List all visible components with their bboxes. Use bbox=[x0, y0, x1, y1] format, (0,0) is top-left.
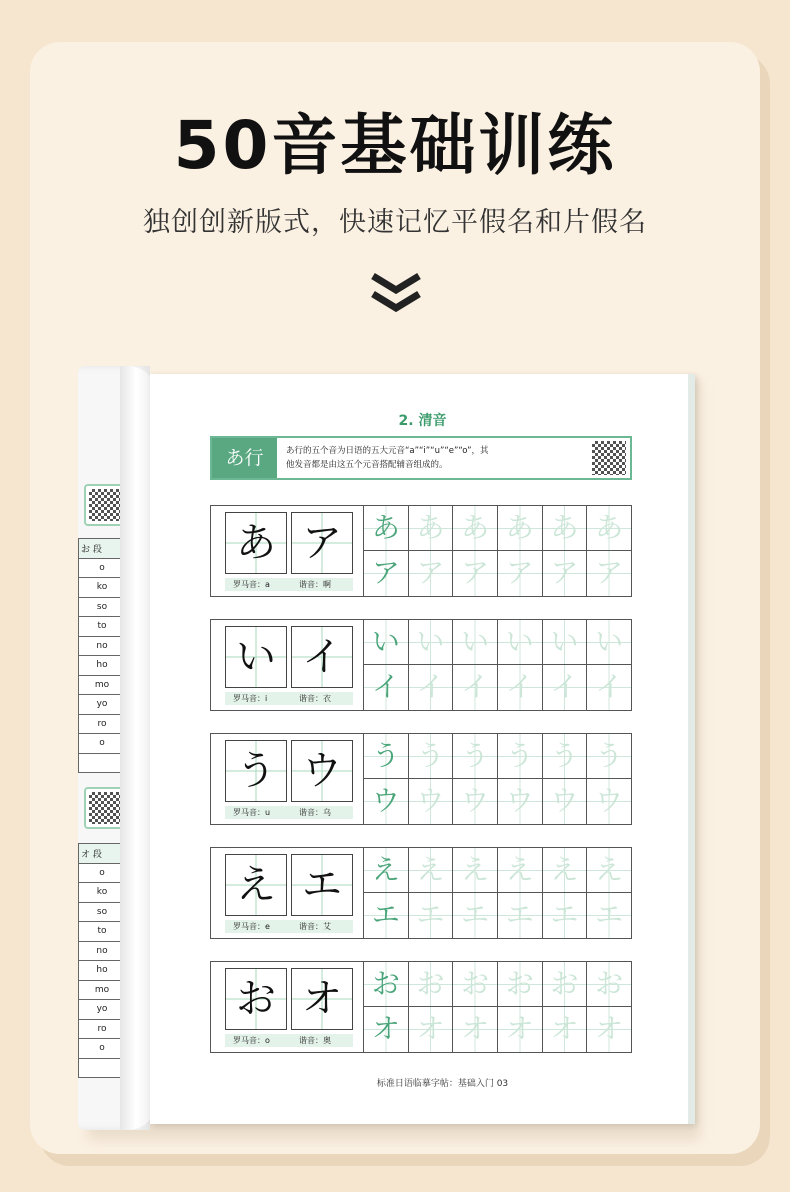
trace-cell: あ bbox=[408, 506, 453, 551]
trace-cell: イ bbox=[586, 665, 631, 710]
qr-code-icon bbox=[592, 441, 626, 475]
trace-cell: え bbox=[497, 848, 542, 893]
table-cell: mo bbox=[79, 980, 126, 1000]
tracing-grid bbox=[363, 734, 631, 824]
trace-cell: う bbox=[497, 734, 542, 779]
trace-cell: ウ bbox=[452, 779, 497, 824]
trace-cell: う bbox=[408, 734, 453, 779]
pronunciation-caption bbox=[225, 578, 353, 591]
grid-divider bbox=[363, 778, 631, 779]
table-cell: to bbox=[79, 617, 126, 637]
homophone-label: 谐音：艾 bbox=[299, 922, 331, 931]
pronunciation-caption bbox=[225, 692, 353, 705]
trace-cell: イ bbox=[452, 665, 497, 710]
trace-cell: オ bbox=[408, 1007, 453, 1052]
table-cell: to bbox=[79, 922, 126, 942]
table-cell bbox=[79, 1058, 126, 1078]
example-cell: う bbox=[363, 734, 408, 779]
table-cell: so bbox=[79, 902, 126, 922]
trace-cell: い bbox=[497, 620, 542, 665]
table-cell: o bbox=[79, 863, 126, 883]
trace-cell: い bbox=[452, 620, 497, 665]
example-cell: あ bbox=[363, 506, 408, 551]
trace-cell: お bbox=[497, 962, 542, 1007]
vowel-table-katakana bbox=[78, 843, 126, 1078]
pronunciation-caption bbox=[225, 806, 353, 819]
trace-cell: イ bbox=[408, 665, 453, 710]
info-text: あ行的五个音为日语的五大元音“a”“i”“u”“e”“o”，其 他发音都是由这五个元音搭配辅音组成的。 bbox=[286, 446, 489, 470]
example-cell: エ bbox=[363, 893, 408, 938]
table-cell: ro bbox=[79, 1019, 126, 1039]
character-panel bbox=[211, 962, 363, 1052]
trace-cell: う bbox=[452, 734, 497, 779]
homophone-label: 谐音：乌 bbox=[299, 808, 331, 817]
table-cell: yo bbox=[79, 1000, 126, 1020]
trace-cell: え bbox=[586, 848, 631, 893]
trace-cell: エ bbox=[586, 893, 631, 938]
trace-cell: い bbox=[408, 620, 453, 665]
example-cell: い bbox=[363, 620, 408, 665]
table-cell bbox=[79, 753, 126, 773]
practice-row bbox=[210, 733, 632, 825]
trace-cell: う bbox=[542, 734, 587, 779]
pronunciation-caption bbox=[225, 1034, 353, 1047]
pronunciation-caption bbox=[225, 920, 353, 933]
romaji-label: 罗马音：u bbox=[233, 808, 271, 817]
homophone-label: 谐音：衣 bbox=[299, 694, 331, 703]
table-cell: yo bbox=[79, 695, 126, 715]
subheadline: 独创创新版式，快速记忆平假名和片假名 bbox=[143, 207, 647, 238]
trace-cell: お bbox=[408, 962, 453, 1007]
romaji-label: 罗马音：a bbox=[233, 580, 270, 589]
trace-cell: え bbox=[542, 848, 587, 893]
table-cell: o bbox=[79, 734, 126, 754]
table-cell: so bbox=[79, 597, 126, 617]
trace-cell: オ bbox=[497, 1007, 542, 1052]
table-cell: ho bbox=[79, 656, 126, 676]
example-cell: え bbox=[363, 848, 408, 893]
hiragana-model: い bbox=[225, 626, 287, 688]
trace-cell: エ bbox=[452, 893, 497, 938]
practice-row bbox=[210, 847, 632, 939]
grid-divider bbox=[363, 1006, 631, 1007]
trace-cell: エ bbox=[408, 893, 453, 938]
trace-cell: オ bbox=[452, 1007, 497, 1052]
trace-cell: オ bbox=[542, 1007, 587, 1052]
table-cell: ho bbox=[79, 961, 126, 981]
grid-divider bbox=[363, 664, 631, 665]
katakana-model: エ bbox=[291, 854, 353, 916]
katakana-model: イ bbox=[291, 626, 353, 688]
example-cell: お bbox=[363, 962, 408, 1007]
hiragana-model: あ bbox=[225, 512, 287, 574]
character-panel bbox=[211, 620, 363, 710]
page-footer: 标准日语临摹字帖：基础入门 03 bbox=[376, 1079, 509, 1089]
hiragana-model: お bbox=[225, 968, 287, 1030]
trace-cell: ア bbox=[408, 551, 453, 596]
tracing-grid bbox=[363, 620, 631, 710]
example-cell: イ bbox=[363, 665, 408, 710]
trace-cell: あ bbox=[586, 506, 631, 551]
page-edge bbox=[688, 374, 695, 1124]
trace-cell: う bbox=[586, 734, 631, 779]
trace-cell: エ bbox=[497, 893, 542, 938]
section-title: 2. 清音 bbox=[398, 413, 447, 429]
homophone-label: 谐音：奥 bbox=[299, 1036, 331, 1045]
romaji-label: 罗马音：e bbox=[233, 922, 270, 931]
info-box bbox=[210, 436, 632, 480]
trace-cell: ウ bbox=[542, 779, 587, 824]
grid-divider bbox=[363, 892, 631, 893]
trace-cell: ア bbox=[452, 551, 497, 596]
trace-cell: お bbox=[586, 962, 631, 1007]
table-header: お 段 bbox=[79, 539, 126, 559]
example-cell: ウ bbox=[363, 779, 408, 824]
trace-cell: オ bbox=[586, 1007, 631, 1052]
trace-cell: え bbox=[408, 848, 453, 893]
katakana-model: ア bbox=[291, 512, 353, 574]
trace-cell: あ bbox=[452, 506, 497, 551]
double-chevron-down-icon bbox=[370, 272, 422, 314]
character-panel bbox=[211, 848, 363, 938]
trace-cell: ウ bbox=[408, 779, 453, 824]
trace-cell: ア bbox=[542, 551, 587, 596]
trace-cell: お bbox=[452, 962, 497, 1007]
table-cell: ko bbox=[79, 578, 126, 598]
character-panel bbox=[211, 506, 363, 596]
katakana-model: オ bbox=[291, 968, 353, 1030]
trace-cell: あ bbox=[542, 506, 587, 551]
tracing-grid bbox=[363, 848, 631, 938]
table-cell: ko bbox=[79, 883, 126, 903]
trace-cell: ウ bbox=[497, 779, 542, 824]
table-header: オ 段 bbox=[79, 844, 126, 864]
trace-cell: ア bbox=[586, 551, 631, 596]
tracing-grid bbox=[363, 506, 631, 596]
trace-cell: ア bbox=[497, 551, 542, 596]
vowel-table-hiragana bbox=[78, 538, 126, 773]
table-cell: o bbox=[79, 1039, 126, 1059]
trace-cell: エ bbox=[542, 893, 587, 938]
tracing-grid bbox=[363, 962, 631, 1052]
grid-divider bbox=[363, 550, 631, 551]
hiragana-model: え bbox=[225, 854, 287, 916]
headline: 50音基础训练 bbox=[173, 107, 617, 184]
table-cell: o bbox=[79, 558, 126, 578]
character-panel bbox=[211, 734, 363, 824]
practice-row bbox=[210, 619, 632, 711]
trace-cell: い bbox=[542, 620, 587, 665]
row-tag: あ行 bbox=[212, 438, 277, 478]
trace-cell: ウ bbox=[586, 779, 631, 824]
trace-cell: イ bbox=[497, 665, 542, 710]
practice-row bbox=[210, 505, 632, 597]
romaji-label: 罗马音：i bbox=[233, 694, 268, 703]
trace-cell: い bbox=[586, 620, 631, 665]
table-cell: mo bbox=[79, 675, 126, 695]
practice-row bbox=[210, 961, 632, 1053]
homophone-label: 谐音：啊 bbox=[299, 580, 331, 589]
trace-cell: え bbox=[452, 848, 497, 893]
katakana-model: ウ bbox=[291, 740, 353, 802]
romaji-label: 罗马音：o bbox=[233, 1036, 270, 1045]
trace-cell: イ bbox=[542, 665, 587, 710]
hiragana-model: う bbox=[225, 740, 287, 802]
example-cell: オ bbox=[363, 1007, 408, 1052]
table-cell: ro bbox=[79, 714, 126, 734]
trace-cell: お bbox=[542, 962, 587, 1007]
trace-cell: あ bbox=[497, 506, 542, 551]
table-cell: no bbox=[79, 941, 126, 961]
example-cell: ア bbox=[363, 551, 408, 596]
table-cell: no bbox=[79, 636, 126, 656]
